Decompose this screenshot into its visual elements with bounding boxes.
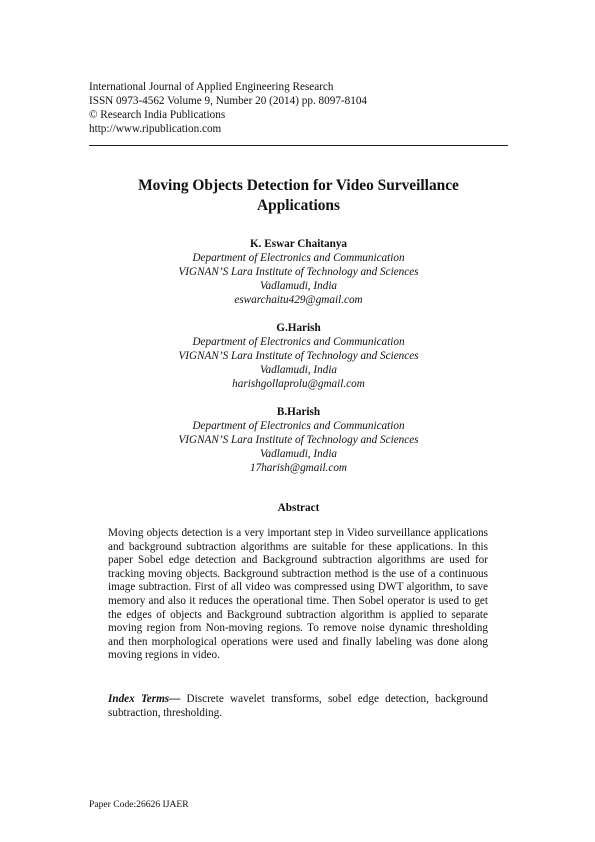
author-name: G.Harish <box>276 322 321 334</box>
index-terms <box>108 693 488 720</box>
journal-url[interactable]: http://www.ripublication.com <box>89 123 222 135</box>
author-name: B.Harish <box>276 406 321 418</box>
author-department: Department of Electronics and Communication <box>192 336 405 348</box>
journal-header <box>89 80 509 136</box>
author-department: Department of Electronics and Communication <box>192 252 405 264</box>
author-name: K. Eswar Chaitanya <box>249 238 348 250</box>
author-department: Department of Electronics and Communication <box>192 420 405 432</box>
author-block <box>89 405 508 475</box>
index-terms-label: Index Terms— <box>108 693 181 705</box>
author-email[interactable]: harishgollaprolu@gmail.com <box>232 378 365 390</box>
author-block <box>89 321 508 391</box>
author-institute: VIGNAN’S Lara Institute of Technology and Sciences <box>178 350 419 362</box>
author-location: Vadlamudi, India <box>259 448 338 460</box>
author-institute: VIGNAN’S Lara Institute of Technology and Sciences <box>178 434 419 446</box>
index-terms-text: Discrete wavelet transforms, sobel edge detection, background subtraction, thresholding. <box>108 693 488 719</box>
author-email[interactable]: eswarchaitu429@gmail.com <box>234 294 363 306</box>
abstract-text: Moving objects detection is a very important step in Video surveillance applications and background subtraction algorithms are suitable for these applications. In this paper Sobel edge detection and Background subtraction algorithms are used for tracking moving objects. Background subtraction method is the use of a continuous image subtraction. First of all video was compressed using DWT algorithm, to save memory and also it reduces the operational time. Then Sobel operator is used to get the edges of objects and Background subtraction algorithm is applied to separate moving region from Non-moving regions. To remove noise dynamic thresholding and then morphological operations were used and finally labeling was done along moving regions in video. <box>108 527 488 662</box>
paper-title-line-2: Applications <box>257 197 340 214</box>
paper-title-line-1: Moving Objects Detection for Video Surveillance <box>138 177 459 194</box>
journal-publisher: © Research India Publications <box>89 109 226 121</box>
author-block <box>89 237 508 307</box>
author-location: Vadlamudi, India <box>259 280 338 292</box>
header-divider <box>89 145 508 146</box>
author-email[interactable]: 17harish@gmail.com <box>250 462 347 474</box>
paper-title <box>89 176 508 216</box>
journal-name: International Journal of Applied Engineering Research <box>89 81 334 93</box>
author-location: Vadlamudi, India <box>259 364 338 376</box>
abstract-heading: Abstract <box>277 502 320 514</box>
paper-code-footer: Paper Code:26626 IJAER <box>89 799 189 810</box>
journal-issn: ISSN 0973-4562 Volume 9, Number 20 (2014) pp. 8097-8104 <box>89 95 368 107</box>
author-institute: VIGNAN’S Lara Institute of Technology and Sciences <box>178 266 419 278</box>
